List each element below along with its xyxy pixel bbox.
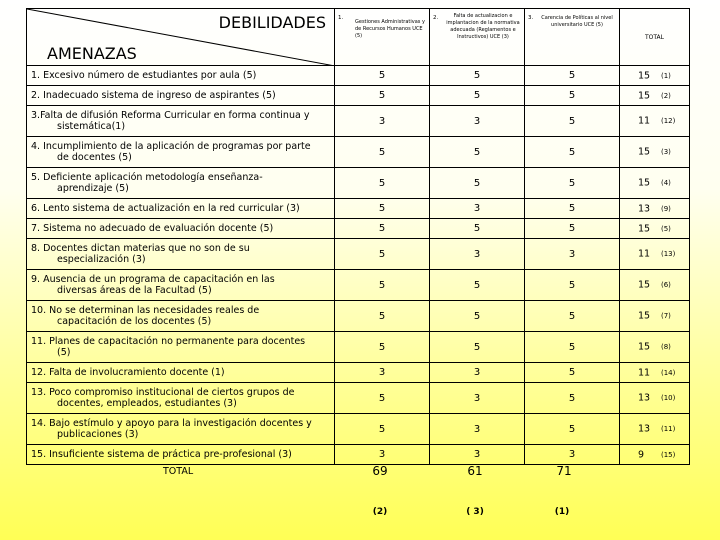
threat-label-line2: capacitación de los docentes (5) [57, 316, 212, 327]
table-row [27, 86, 690, 106]
threat-label-line1: 7. Sistema no adecuado de evaluación docente (5) [31, 223, 274, 234]
threat-label-line2: publicaciones (3) [57, 429, 139, 440]
column-header-3 [525, 9, 620, 66]
table-row [27, 106, 690, 137]
row-rank: (12) [661, 117, 676, 125]
threat-label-line2: aprendizaje (5) [57, 183, 129, 194]
row-rank: (15) [661, 450, 676, 459]
score-cell-1: 3 [335, 445, 430, 465]
row-rank: (4) [661, 179, 671, 187]
score-cell-3: 3 [525, 239, 620, 270]
column-3-number: 3. [528, 15, 534, 21]
threat-label-line1: 2. Inadecuado sistema de ingreso de aspirantes (5) [31, 90, 276, 101]
threat-label [27, 383, 335, 414]
threat-label-line1: 3.Falta de difusión Reforma Curricular en forma continua y [31, 110, 310, 121]
column-1-title: Gestiones Administrativas y de Recursos Humanos UCE (5) [355, 19, 425, 39]
footer-total-label: TOTAL [163, 466, 194, 477]
threat-label-line2: de docentes (5) [57, 152, 132, 163]
table-row [27, 137, 690, 168]
score-cell-2: 5 [430, 301, 525, 332]
threat-label-line2: diversas áreas de la Facultad (5) [57, 285, 212, 296]
score-cell-2: 5 [430, 66, 525, 86]
score-cell-2: 5 [430, 168, 525, 199]
row-rank: (11) [661, 425, 676, 433]
threat-label [27, 363, 335, 383]
row-total-cell [620, 86, 690, 106]
column-1-total: 69 [372, 464, 388, 478]
threat-label [27, 66, 335, 86]
column-3-total: 71 [556, 464, 572, 478]
score-cell-3: 5 [525, 383, 620, 414]
table-row [27, 332, 690, 363]
table-row [27, 301, 690, 332]
threat-label [27, 219, 335, 239]
threat-label [27, 106, 335, 137]
threat-label-line2: especialización (3) [57, 254, 146, 265]
totals-footer [26, 459, 689, 519]
row-total-cell [620, 270, 690, 301]
threat-label-line1: 1. Excesivo número de estudiantes por aula (5) [31, 70, 257, 81]
score-cell-2: 3 [430, 106, 525, 137]
score-cell-3: 5 [525, 363, 620, 383]
score-cell-3: 5 [525, 270, 620, 301]
score-cell-2: 3 [430, 414, 525, 445]
threat-label-line2: docentes, empleados, estudiantes (3) [57, 398, 237, 409]
row-total-cell [620, 219, 690, 239]
score-cell-3: 5 [525, 332, 620, 363]
table-row [27, 168, 690, 199]
row-rank: (8) [661, 343, 671, 351]
row-total-value: 13 [638, 392, 651, 404]
column-2-rank: ( 3) [466, 507, 484, 517]
table-row [27, 199, 690, 219]
row-total-value: 9 [638, 449, 645, 460]
threat-label-line1: 15. Insuficiente sistema de práctica pre-profesional (3) [31, 449, 292, 460]
column-3-rank: (1) [554, 507, 570, 517]
total-column-header: TOTAL [620, 9, 690, 66]
table-row [27, 414, 690, 445]
threat-label-line2: sistemática(1) [57, 121, 126, 132]
row-total-value: 15 [638, 279, 651, 291]
threat-label-line1: 13. Poco compromiso institucional de ciertos grupos de [31, 387, 295, 398]
threat-label-line1: 12. Falta de involucramiento docente (1) [31, 367, 225, 378]
score-cell-1: 5 [335, 332, 430, 363]
threat-label-line1: 14. Bajo estímulo y apoyo para la investigación docentes y [31, 418, 312, 429]
row-total-cell [620, 414, 690, 445]
row-rank: (13) [661, 250, 676, 258]
row-total-cell [620, 199, 690, 219]
score-cell-3: 5 [525, 301, 620, 332]
row-total-cell [620, 239, 690, 270]
table-row [27, 363, 690, 383]
column-1-number: 1. [338, 15, 344, 21]
row-rank: (2) [661, 91, 671, 100]
row-total-cell [620, 301, 690, 332]
row-total-value: 11 [638, 248, 651, 260]
threat-label [27, 270, 335, 301]
corner-header [27, 9, 335, 66]
column-2-total: 61 [467, 464, 483, 478]
row-total-cell [620, 168, 690, 199]
row-total-value: 13 [638, 423, 651, 435]
header-row [27, 9, 690, 66]
threat-label [27, 301, 335, 332]
column-header-1 [335, 9, 430, 66]
threat-label [27, 86, 335, 106]
row-total-cell [620, 363, 690, 383]
score-cell-1: 5 [335, 199, 430, 219]
score-cell-2: 5 [430, 137, 525, 168]
column-3-title: Carencia de Políticas al nivel universitario UCE (5) [541, 15, 613, 28]
table-row [27, 239, 690, 270]
score-cell-2: 5 [430, 219, 525, 239]
threat-label-line1: 10. No se determinan las necesidades reales de [31, 305, 260, 316]
threat-label-line2: (5) [57, 347, 71, 358]
score-cell-2: 5 [430, 86, 525, 106]
threat-label-line1: 6. Lento sistema de actualización en la red curricular (3) [31, 203, 300, 214]
column-2-number: 2. [433, 15, 439, 21]
debilidades-label: DEBILIDADES [218, 13, 326, 32]
column-header-2 [430, 9, 525, 66]
threat-label-line1: 8. Docentes dictan materias que no son de su [31, 243, 250, 254]
score-cell-1: 3 [335, 106, 430, 137]
row-total-value: 15 [638, 310, 651, 322]
score-cell-1: 5 [335, 86, 430, 106]
column-2-title: Falta de actualizacion e implantacion de la normativa adecuada (Reglamentos e Instructivos) UCE (3) [446, 13, 520, 40]
threat-label [27, 199, 335, 219]
threat-label-line1: 9. Ausencia de un programa de capacitación en las [31, 274, 275, 285]
row-total-value: 15 [638, 146, 651, 158]
score-cell-1: 5 [335, 414, 430, 445]
threat-label [27, 332, 335, 363]
score-cell-3: 5 [525, 137, 620, 168]
score-cell-1: 3 [335, 363, 430, 383]
score-cell-2: 3 [430, 445, 525, 465]
row-total-cell [620, 383, 690, 414]
row-rank: (3) [661, 148, 671, 156]
table-row [27, 219, 690, 239]
score-cell-1: 5 [335, 66, 430, 86]
score-cell-3: 5 [525, 66, 620, 86]
row-total-value: 15 [638, 90, 651, 101]
amenazas-label: AMENAZAS [47, 44, 137, 63]
score-cell-1: 5 [335, 168, 430, 199]
row-total-value: 15 [638, 341, 651, 353]
score-cell-1: 5 [335, 239, 430, 270]
table-row [27, 383, 690, 414]
row-total-value: 13 [638, 203, 651, 214]
row-rank: (7) [661, 312, 671, 320]
row-total-value: 11 [638, 115, 651, 127]
row-rank: (9) [661, 204, 671, 213]
score-cell-3: 5 [525, 219, 620, 239]
score-cell-3: 5 [525, 414, 620, 445]
threat-label [27, 137, 335, 168]
table-row [27, 270, 690, 301]
score-cell-2: 3 [430, 239, 525, 270]
row-rank: (1) [661, 71, 671, 80]
score-cell-1: 5 [335, 137, 430, 168]
score-cell-2: 3 [430, 383, 525, 414]
table-row [27, 66, 690, 86]
row-total-value: 15 [638, 223, 651, 234]
score-cell-1: 5 [335, 270, 430, 301]
row-rank: (6) [661, 281, 671, 289]
score-cell-1: 5 [335, 301, 430, 332]
threat-label [27, 239, 335, 270]
score-cell-2: 5 [430, 332, 525, 363]
threat-label [27, 414, 335, 445]
row-rank: (5) [661, 224, 671, 233]
score-cell-3: 3 [525, 445, 620, 465]
score-cell-3: 5 [525, 106, 620, 137]
row-total-cell [620, 106, 690, 137]
row-rank: (14) [661, 368, 676, 377]
row-total-value: 11 [638, 367, 651, 378]
score-cell-3: 5 [525, 86, 620, 106]
row-total-value: 15 [638, 70, 651, 81]
threat-label [27, 168, 335, 199]
column-1-rank: (2) [372, 507, 388, 517]
row-total-value: 15 [638, 177, 651, 189]
score-cell-2: 3 [430, 363, 525, 383]
score-cell-2: 3 [430, 199, 525, 219]
score-cell-2: 5 [430, 270, 525, 301]
threat-label-line1: 4. Incumplimiento de la aplicación de programas por parte [31, 141, 311, 152]
row-rank: (10) [661, 394, 676, 402]
row-total-cell [620, 137, 690, 168]
score-cell-1: 5 [335, 383, 430, 414]
swot-matrix-table [26, 8, 690, 465]
score-cell-1: 5 [335, 219, 430, 239]
threat-label-line1: 5. Deficiente aplicación metodología enseñanza- [31, 172, 263, 183]
row-total-cell [620, 66, 690, 86]
score-cell-3: 5 [525, 168, 620, 199]
row-total-cell [620, 332, 690, 363]
score-cell-3: 5 [525, 199, 620, 219]
threat-label-line1: 11. Planes de capacitación no permanente para docentes [31, 336, 306, 347]
